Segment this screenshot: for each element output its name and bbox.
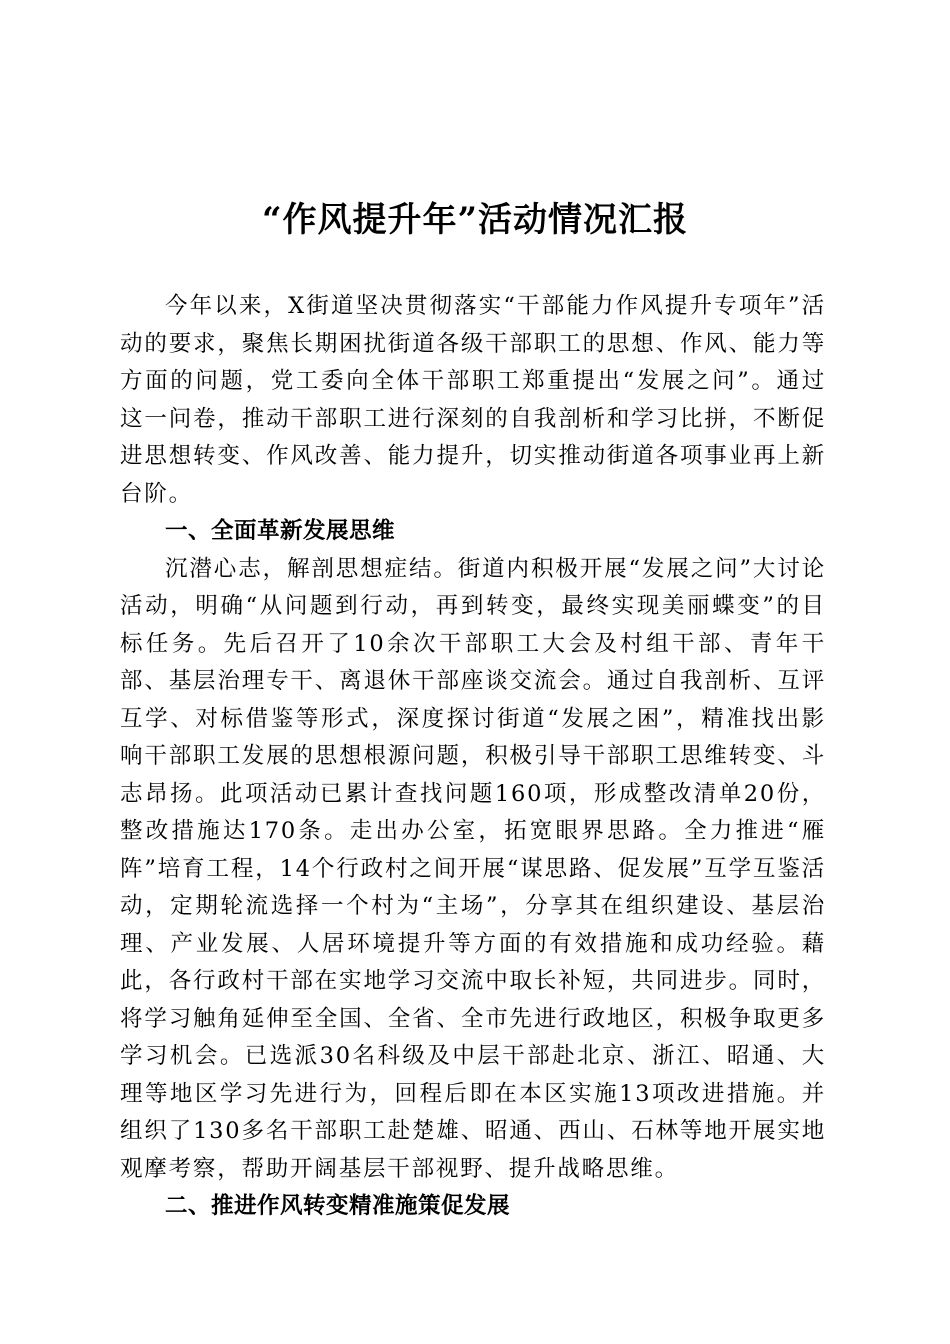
document-title: “作风提升年”活动情况汇报 [261, 200, 689, 240]
section-1-heading: 一、全面革新发展思维 [165, 518, 396, 544]
intro-paragraph: 今年以来，X街道坚决贯彻落实“干部能力作风提升专项年”活动的要求，聚焦长期困扰街道各级干部职工的思想、作风、能力等方面的问题，党工委向全体干部职工郑重提出“发展之问”。通过这一问卷，推动干部职工进行深刻的自我剖析和学习比拼，不断促进思想转变、作风改善、能力提升，切实推动街道各项事业再上新台阶。 [120, 293, 826, 507]
section-2-heading: 二、推进作风转变精准施策促发展 [165, 1193, 511, 1219]
section-1-paragraph: 沉潜心志，解剖思想症结。街道内积极开展“发展之问”大讨论活动，明确“从问题到行动，再到转变，最终实现美丽蝶变”的目标任务。先后召开了10余次干部职工大会及村组干部、青年干部、基层治理专干、离退休干部座谈交流会。通过自我剖析、互评互学、对标借鉴等形式，深度探讨街道“发展之困”，精准找出影响干部职工发展的思想根源问题，积极引导干部职工思维转变、斗志昂扬。此项活动已累计查找问题160项，形成整改清单20份，整改措施达170条。走出办公室，拓宽眼界思路。全力推进“雁阵”培育工程，14个行政村之间开展“谋思路、促发展”互学互鉴活动，定期轮流选择一个村为“主场”，分享其在组织建设、基层治理、产业发展、人居环境提升等方面的有效措施和成功经验。藉此，各行政村干部在实地学习交流中取长补短，共同进步。同时，将学习触角延伸至全国、全省、全市先进行政地区，积极争取更多学习机会。已选派30名科级及中层干部赴北京、浙江、昭通、大理等地区学习先进行为，回程后即在本区实施13项改进措施。并组织了130多名干部职工赴楚雄、昭通、西山、石林等地开展实地观摩考察，帮助开阔基层干部视野、提升战略思维。 [120, 555, 826, 1182]
document-body [120, 288, 826, 1226]
